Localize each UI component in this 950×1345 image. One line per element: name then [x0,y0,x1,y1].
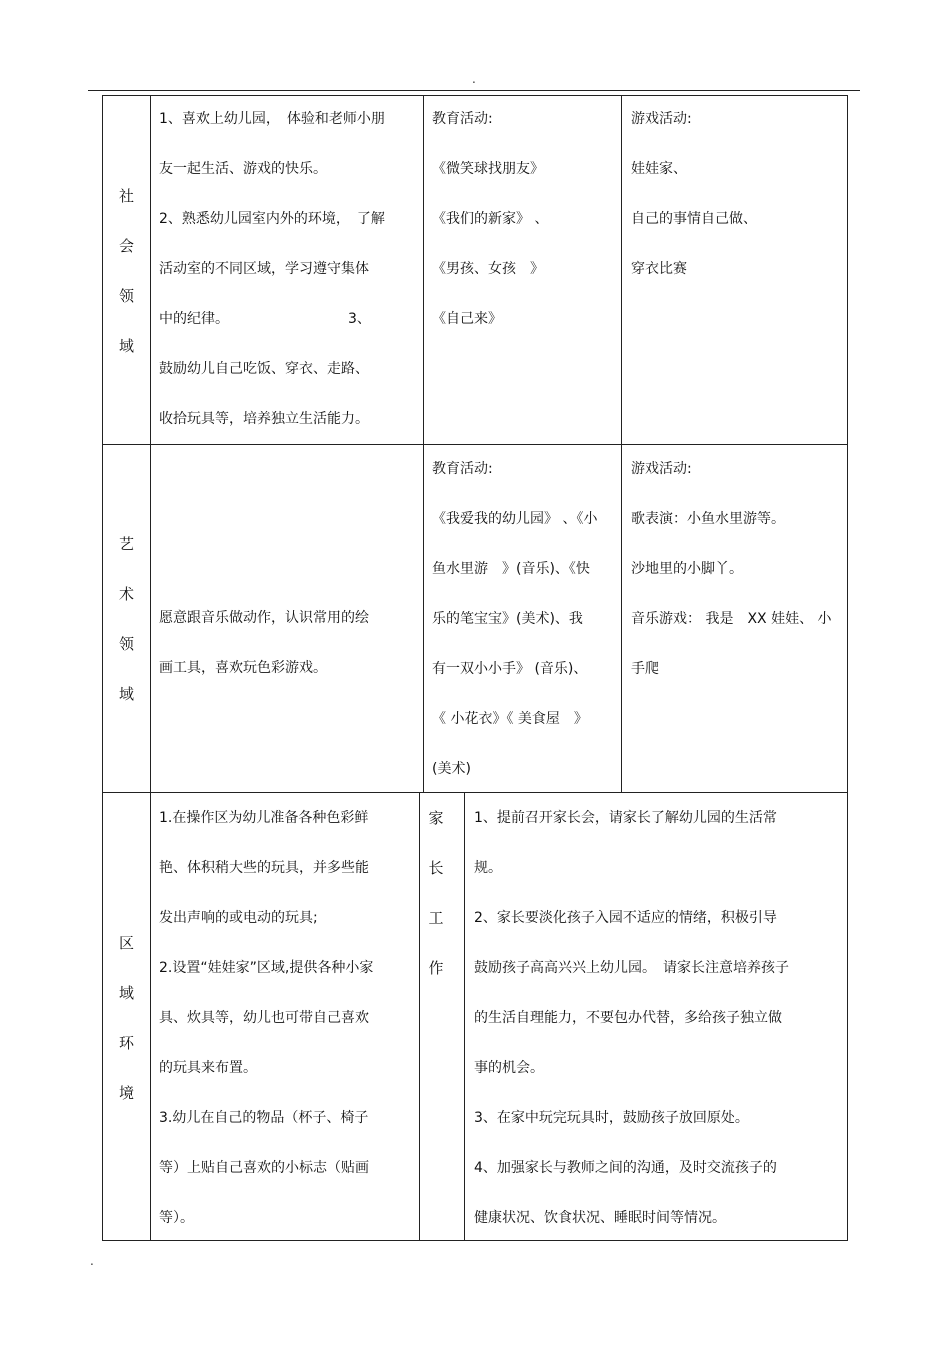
footer-mark: . [90,1254,94,1268]
text-line: 3.幼儿在自己的物品（杯子、椅子 [159,1110,369,1126]
label-char: 域 [118,984,134,1002]
text-line: 自己的事情自己做、 [631,211,757,227]
art-goals [159,593,421,693]
text-line: 教育活动: [432,461,493,477]
text-line: 鼓励幼儿自己吃饭、穿衣、走路、 [159,361,369,377]
text-line: 音乐游戏： 我是 XX 娃娃、 小 [631,611,832,627]
text-line: 有一双小小手》 (音乐)、 [432,661,588,677]
text-line: 手爬 [631,661,659,677]
text-line: 教育活动: [432,111,493,127]
label-char: 作 [428,959,444,977]
art-game-activities [631,444,843,694]
text-line: 2、熟悉幼儿园室内外的环境， 了解 [159,211,385,227]
social-education-activities [432,94,618,344]
text-line: 艳、体积稍大些的玩具，并多些能 [159,860,369,876]
header-mark: . [472,72,476,86]
label-char: 术 [118,585,134,603]
text-line: 规。 [474,860,502,876]
activities-col-divider [621,95,622,792]
text-line: 娃娃家、 [631,161,687,177]
goals-col-divider [423,95,424,792]
text-line: 1.在操作区为幼儿准备各种色彩鲜 [159,810,369,826]
text-line: 事的机会。 [474,1060,544,1076]
text-line: 1、喜欢上幼儿园， 体验和老师小朋 [159,111,385,127]
text-line: 《我爱我的幼儿园》 、《小 [432,511,598,527]
text-line: 《 小花衣》《 美食屋 》 [432,711,588,727]
art-education-activities [432,444,618,794]
text-line: 游戏活动: [631,111,692,127]
label-char: 社 [118,187,134,205]
text-line: 的玩具来布置。 [159,1060,257,1076]
area-environment-content [159,793,417,1243]
label-char: 会 [118,237,134,255]
label-char: 境 [118,1084,134,1102]
text-line: 友一起生活、游戏的快乐。 [159,161,327,177]
text-line: 乐的笔宝宝》(美术)、我 [432,611,583,627]
text-line: 愿意跟音乐做动作，认识常用的绘 [159,610,369,626]
area-environment-label [103,918,150,1118]
text-line: 画工具，喜欢玩色彩游戏。 [159,660,327,676]
label-col-divider [150,95,151,1241]
text-line: 鼓励孩子高高兴兴上幼儿园。 请家长注意培养孩子 [474,960,789,976]
label-char: 艺 [118,535,134,553]
social-game-activities [631,94,843,294]
label-char: 域 [118,337,134,355]
social-domain-label [103,171,150,371]
social-goals [159,94,421,444]
text-line: 活动室的不同区域，学习遵守集体 [159,261,369,277]
label-char: 领 [118,287,134,305]
parents-work-label [420,793,452,993]
text-line: 收拾玩具等，培养独立生活能力。 [159,411,369,427]
text-line: 的生活自理能力，不要包办代替，多给孩子独立做 [474,1010,782,1026]
text-line: 具、炊具等，幼儿也可带自己喜欢 [159,1010,369,1026]
text-line: 1、提前召开家长会，请家长了解幼儿园的生活常 [474,810,777,826]
label-char: 长 [428,859,444,877]
parents-label-divider [464,792,465,1241]
table-border-right [847,95,848,1241]
text-line: 中的纪律。 3、 [159,311,371,327]
text-line: 《微笑球找朋友》 [432,161,544,177]
text-line: 健康状况、饮食状况、睡眠时间等情况。 [474,1210,726,1226]
text-line: 穿衣比赛 [631,261,687,277]
text-line: 游戏活动: [631,461,692,477]
label-char: 工 [428,909,444,927]
text-line: 《我们的新家》 、 [432,211,549,227]
text-line: 2、家长要淡化孩子入园不适应的情绪，积极引导 [474,910,777,926]
text-line: 沙地里的小脚丫。 [631,561,743,577]
text-line: 3、在家中玩完玩具时，鼓励孩子放回原处。 [474,1110,749,1126]
text-line: 4、加强家长与教师之间的沟通，及时交流孩子的 [474,1160,777,1176]
text-line: 《自己来》 [432,311,502,327]
label-char: 环 [118,1034,134,1052]
text-line: 2.设置“娃娃家”区域,提供各种小家 [159,960,374,976]
text-line: 鱼水里游 》(音乐)、《快 [432,561,590,577]
label-char: 域 [118,685,134,703]
parents-work-content [474,793,844,1243]
header-rule [88,90,860,91]
art-domain-label [103,519,150,719]
text-line: 《男孩、女孩 》 [432,261,544,277]
text-line: 歌表演：小鱼水里游等。 [631,511,785,527]
label-char: 领 [118,635,134,653]
label-char: 区 [118,934,134,952]
text-line: 等）。 [159,1210,194,1226]
text-line: 等）上贴自己喜欢的小标志（贴画 [159,1160,369,1176]
label-char: 家 [428,809,444,827]
text-line: (美术) [432,761,471,777]
text-line: 发出声响的或电动的玩具; [159,910,318,926]
